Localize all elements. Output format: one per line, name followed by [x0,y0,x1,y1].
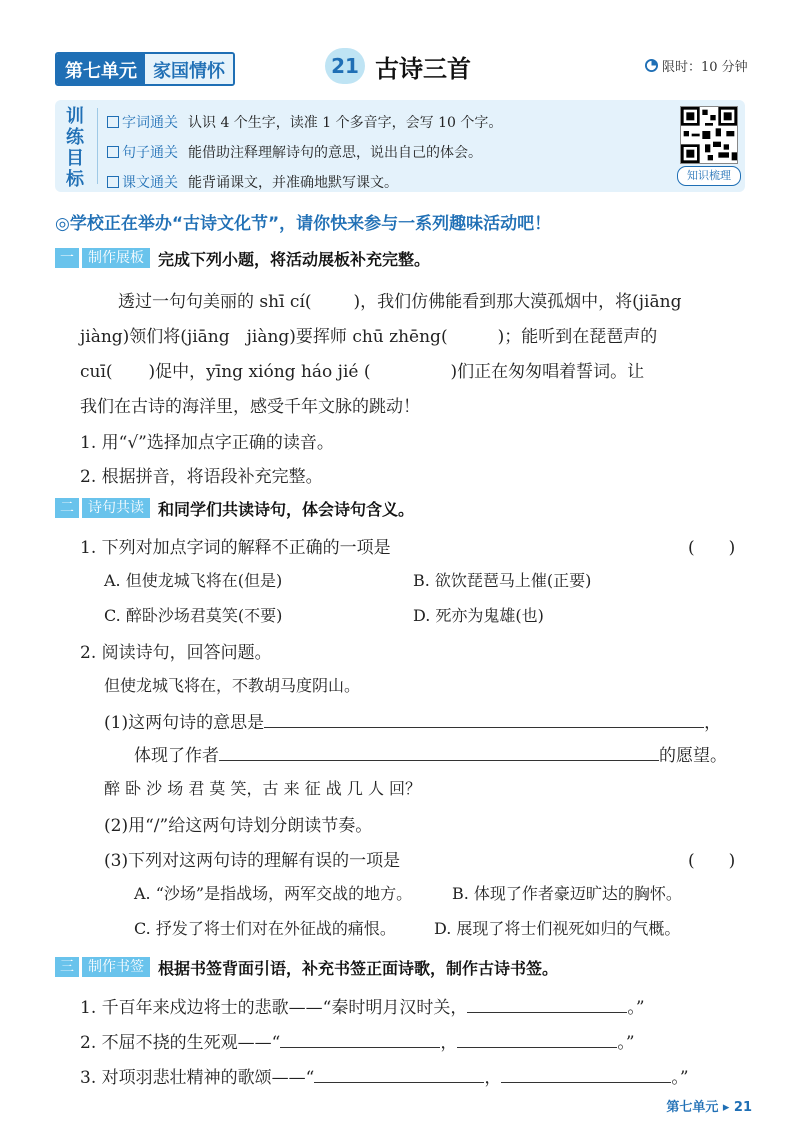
option-c: C. 醉卧沙场君莫笑(不要) [104,606,283,625]
question-text: ， [440,1033,458,1053]
section-number: 二 [55,498,79,518]
question-text: 。” [617,1033,635,1053]
section-tag: 制作书签 [82,957,150,977]
goal-item [107,112,502,132]
knowledge-summary-label[interactable]: 知识梳理 [677,166,741,186]
lesson-title: 古诗三首 [375,54,471,83]
answer-paren[interactable]: ( ) [688,538,736,558]
answer-line[interactable] [264,711,704,728]
goal-item [107,172,398,192]
lesson-heading [325,48,471,84]
goal-checkbox[interactable] [107,146,119,158]
passage-text: )促中，yīng xióng háo jié ( [148,362,371,382]
activity-intro: ◎学校正在举办“古诗文化节”，请你快来参与一系列趣味活动吧！ [55,214,552,234]
question-text: 2. 不屈不挠的生死观——“ [80,1033,281,1053]
sub3-option-d: D. 展现了将士们视死如归的气概。 [434,919,681,938]
qr-code-icon [681,107,737,163]
passage-text: jiàng)领们将(jiāng jiàng)要挥师 chū zhēng( [80,327,448,347]
side-char: 目 [66,148,84,169]
answer-line[interactable] [219,744,659,761]
sub-question-1b [134,741,727,766]
answer-line[interactable] [457,1031,617,1048]
question-text: 。” [627,998,645,1018]
sub3-option-c: C. 抒发了将士们对在外征战的痛恨。 [134,919,396,938]
question-text: ， [484,1068,502,1088]
question-text: 。” [671,1068,689,1088]
goal-text: 能借助注释理解诗句的意思，说出自己的体会。 [188,145,482,161]
answer-line[interactable] [280,1031,440,1048]
section-title: 根据书签背面引语，补充书签正面诗歌，制作古诗书签。 [158,958,559,978]
sub-question-text: (1)这两句诗的意思是 [104,713,265,733]
question-text: 3. 对项羽悲壮精神的歌颂——“ [80,1068,315,1088]
section-1-header [55,247,430,269]
page-footer: 第七单元 ▸ 21 [666,1100,752,1115]
question-text: 1. 千百年来戍边将士的悲歌——“秦时明月汉时关， [80,998,468,1018]
passage-text: )们正在匆匆唱着誓词。让 [450,362,645,382]
passage-text: )；能听到在琵琶声的 [497,327,658,347]
passage-text: )，我们仿佛能看到那大漠孤烟中，将(jiāng [353,292,682,312]
lesson-number: 21 [325,48,365,84]
option-a: A. 但使龙城飞将在(但是) [104,571,283,590]
goal-text: 能背诵课文，并准确地默写课文。 [188,175,398,191]
time-limit [645,56,748,75]
passage-line-3 [80,357,644,382]
poem-line-2: 醉 卧 沙 场 君 莫 笑，古 来 征 战 几 人 回？ [104,779,422,798]
passage-text: cuī( [80,362,113,382]
sub-question-text: 的愿望。 [659,746,727,766]
section-3-header [55,956,558,978]
section-title: 和同学们共读诗句，体会诗句含义。 [158,499,415,519]
goal-checkbox[interactable] [107,116,119,128]
sub-question-1 [104,708,721,733]
question-2-2: 2. 阅读诗句，回答问题。 [80,643,272,663]
sub3-option-a: A. “沙场”是指战场，两军交战的地方。 [134,884,413,903]
answer-line[interactable] [501,1066,671,1083]
bookmark-question-1 [80,993,645,1018]
goal-label: 课文通关 [122,175,178,191]
sub-question-2: (2)用“/”给这两句诗划分朗读节奏。 [104,816,373,836]
bookmark-question-2 [80,1028,635,1053]
answer-paren[interactable]: ( ) [688,851,736,871]
section-title: 完成下列小题，将活动展板补充完整。 [158,249,431,269]
clock-icon [645,59,658,72]
sub-question-text: 体现了作者 [134,746,219,766]
time-limit-text: 限时：10 分钟 [662,60,748,75]
unit-label: 第七单元 [57,54,145,84]
side-char: 训 [66,106,84,127]
goals-side-label [65,106,85,190]
poem-line-1: 但使龙城飞将在，不教胡马度阴山。 [104,676,361,695]
option-b: B. 欲饮琵琶马上催(正要) [413,571,592,590]
section-number: 三 [55,957,79,977]
qr-code[interactable] [680,106,738,164]
question-2-1: 1. 下列对加点字词的解释不正确的一项是 [80,538,391,558]
section-2-header [55,497,414,519]
comma: ， [704,713,722,733]
goal-text: 认识 4 个生字，读准 1 个多音字，会写 10 个字。 [188,115,503,131]
section-tag: 诗句共读 [82,498,150,518]
sub3-option-b: B. 体现了作者豪迈旷达的胸怀。 [452,884,682,903]
theme-label: 家国情怀 [145,54,233,84]
answer-line[interactable] [467,996,627,1013]
question-1-1: 1. 用“√”选择加点字正确的读音。 [80,433,334,453]
section-tag: 制作展板 [82,248,150,268]
goal-item [107,142,482,162]
section-number: 一 [55,248,79,268]
question-1-2: 2. 根据拼音，将语段补充完整。 [80,467,323,487]
training-goals-panel [55,100,745,192]
side-char: 练 [66,127,84,148]
goal-checkbox[interactable] [107,176,119,188]
passage-text: 透过一句句美丽的 shī cí( [118,292,312,312]
sub-question-3: (3)下列对这两句诗的理解有误的一项是 [104,851,401,871]
goal-label: 句子通关 [122,145,178,161]
answer-line[interactable] [314,1066,484,1083]
bookmark-question-3 [80,1063,689,1088]
option-d: D. 死亦为鬼雄(也) [413,606,544,625]
unit-tag [55,52,235,86]
passage-line-1 [118,287,681,312]
goal-label: 字词通关 [122,115,178,131]
side-char: 标 [66,169,84,190]
passage-line-4: 我们在古诗的海洋里，感受千年文脉的跳动！ [80,397,420,417]
passage-line-2 [80,322,657,347]
